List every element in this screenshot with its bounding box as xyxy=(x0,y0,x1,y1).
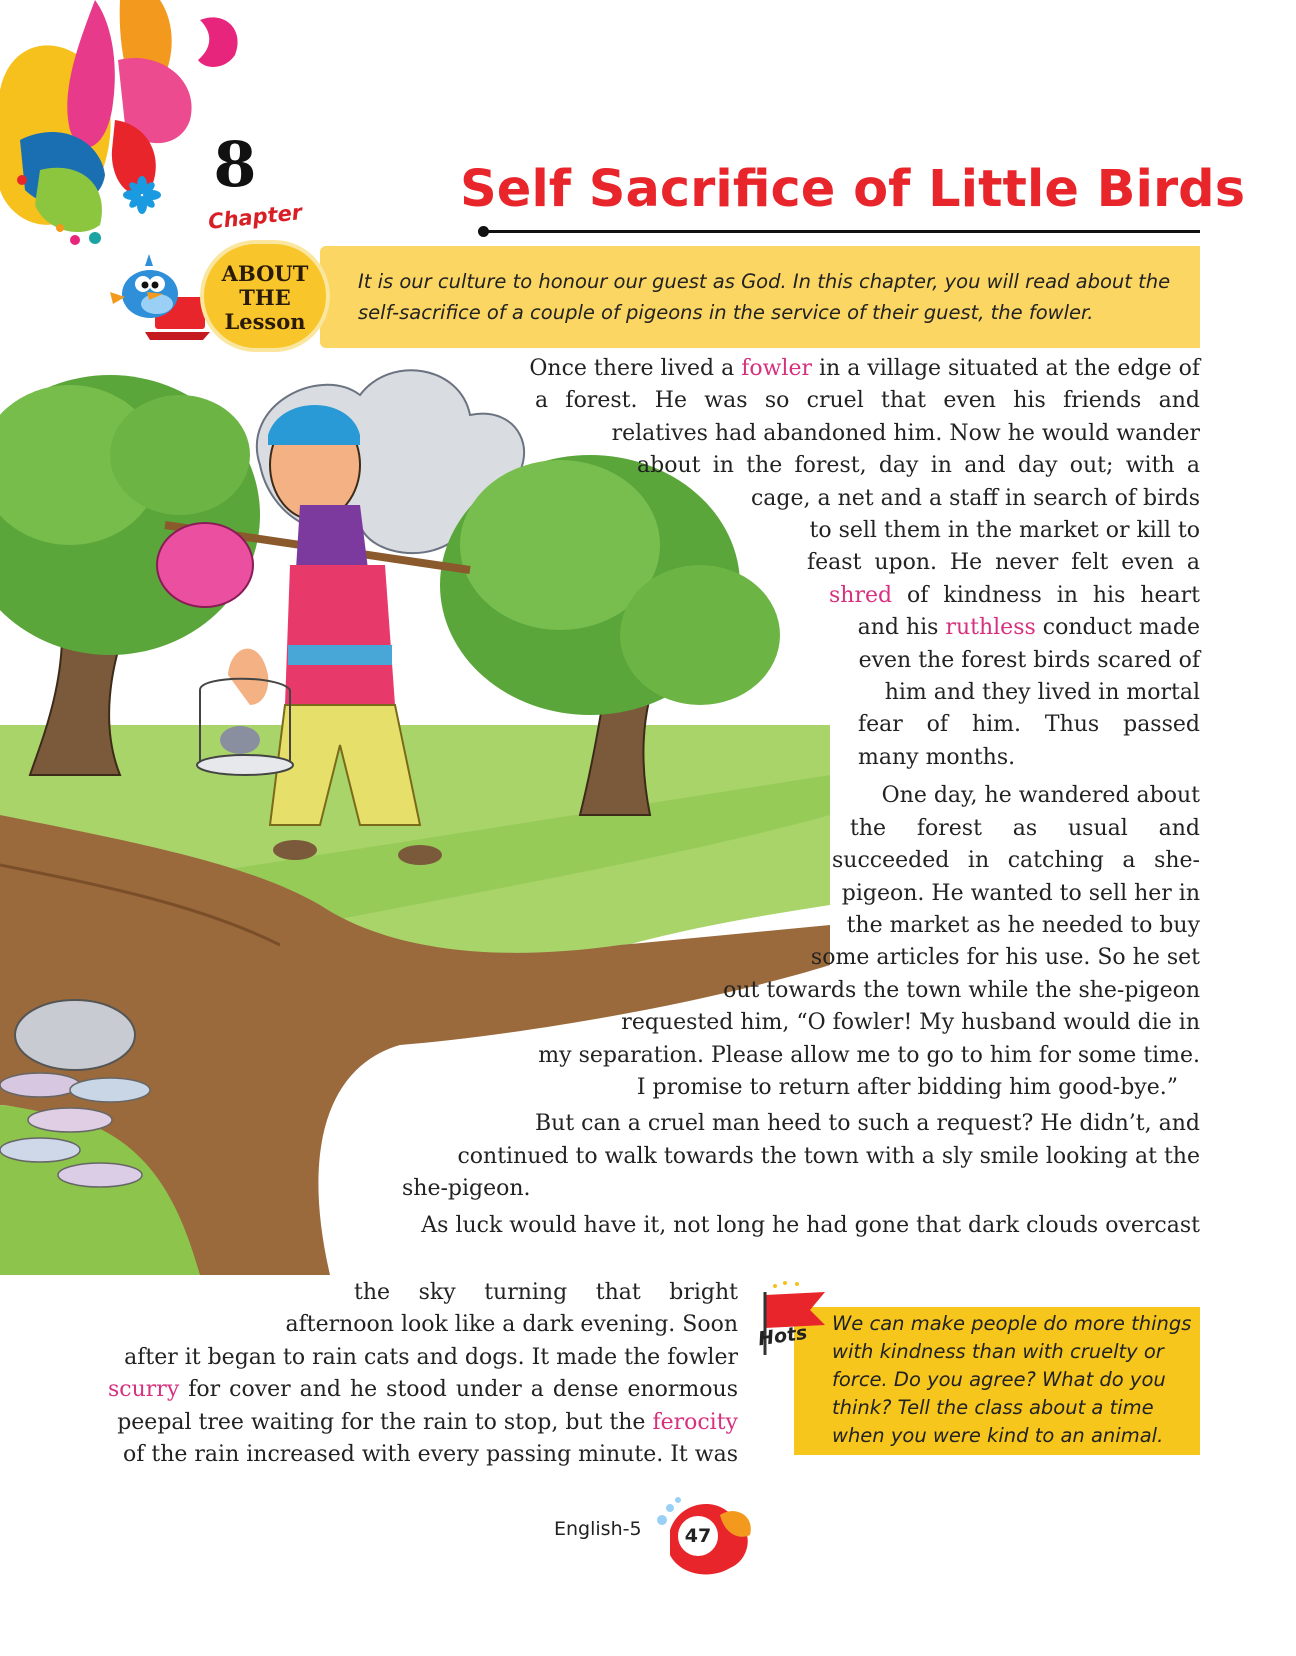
story-line: the forest as usual and xyxy=(850,815,1200,841)
about-lesson-text xyxy=(358,266,1188,328)
hots-line: We can make people do more things xyxy=(832,1312,1192,1335)
story-line: But can a cruel man heed to such a request? He didn’t, and xyxy=(535,1111,1200,1137)
title-rule xyxy=(486,230,1200,233)
story-line: peepal tree waiting for the rain to stop, but the ferocity xyxy=(117,1409,738,1435)
page-title: Self Sacrifice of Little Birds xyxy=(460,160,1246,219)
story-column-bottom xyxy=(108,1277,738,1471)
bird-laptop-icon xyxy=(105,252,215,342)
footer-book-name: English-5 xyxy=(554,1518,642,1540)
story-line: cage, a net and a staff in search of birds xyxy=(750,485,1200,511)
story-line: fear of him. Thus passed xyxy=(858,712,1200,738)
hots-label: Hots xyxy=(756,1321,809,1351)
story-line: As luck would have it, not long he had gone that dark clouds overcast xyxy=(421,1212,1200,1238)
hots-text xyxy=(832,1310,1196,1450)
story-line: to sell them in the market or kill to xyxy=(809,518,1200,544)
story-line: pigeon. He wanted to sell her in xyxy=(841,880,1200,906)
chapter-number: 8 xyxy=(213,128,257,201)
story-line: the sky turning that bright xyxy=(354,1280,738,1305)
story-line: scurry for cover and he stood under a dense enormous xyxy=(108,1377,738,1403)
story-line: requested him, “O fowler! My husband would die in xyxy=(621,1010,1200,1036)
about-text-line: It is our culture to honour our guest as God. In this chapter, you will read about the xyxy=(358,270,1171,293)
story-line: after it began to rain cats and dogs. It made the fowler xyxy=(124,1344,738,1370)
hots-line: force. Do you agree? What do you xyxy=(832,1368,1166,1391)
about-lesson-badge xyxy=(200,240,330,352)
story-line: afternoon look like a dark evening. Soon xyxy=(285,1312,738,1338)
hots-line: with kindness than with cruelty or xyxy=(832,1340,1164,1363)
story-line: One day, he wandered about xyxy=(881,783,1200,809)
page-number: 47 xyxy=(675,1513,721,1559)
story-line: even the forest birds scared of xyxy=(858,647,1200,673)
story-line: Once there lived a fowler in a village situated at the edge of xyxy=(529,356,1200,381)
story-line: feast upon. He never felt even a xyxy=(807,550,1200,576)
hots-line: think? Tell the class about a time xyxy=(832,1396,1154,1419)
story-line: succeeded in catching a she- xyxy=(832,848,1200,874)
story-line: relatives had abandoned him. Now he would wander xyxy=(611,420,1200,446)
story-line: some articles for his use. So he set xyxy=(810,945,1200,971)
vocab-word: ruthless xyxy=(945,615,1036,641)
about-badge-line1: ABOUT xyxy=(221,261,309,286)
story-line: she-pigeon. xyxy=(402,1176,531,1202)
story-line: shred of kindness in his heart xyxy=(829,582,1200,608)
story-line: and his ruthless conduct made xyxy=(857,615,1200,641)
story-line: about in the forest, day in and day out; with a xyxy=(637,453,1200,479)
vocab-word: ferocity xyxy=(652,1409,738,1435)
about-badge-line2: THE xyxy=(239,285,291,310)
vocab-word: fowler xyxy=(741,356,812,381)
story-line: him and they lived in mortal xyxy=(884,680,1200,706)
hots-line: when you were kind to an animal. xyxy=(832,1424,1164,1447)
chapter-label: Chapter xyxy=(207,200,304,234)
vocab-word: scurry xyxy=(108,1377,180,1403)
about-badge-line3: Lesson xyxy=(224,309,306,334)
story-line: my separation. Please allow me to go to him for some time. xyxy=(538,1042,1200,1068)
story-line: a forest. He was so cruel that even his friends and xyxy=(535,388,1200,414)
story-line: the market as he needed to buy xyxy=(846,912,1200,938)
story-line: continued to walk towards the town with a sly smile looking at the xyxy=(457,1143,1200,1169)
story-line: of the rain increased with every passing minute. It was xyxy=(123,1442,738,1468)
about-text-line: self-sacrifice of a couple of pigeons in the service of their guest, the fowler. xyxy=(358,301,1094,324)
vocab-word: shred xyxy=(829,582,893,608)
story-line: I promise to return after bidding him good-bye.” xyxy=(636,1074,1178,1100)
story-line: many months. xyxy=(858,744,1016,770)
story-line: out towards the town while the she-pigeon xyxy=(723,977,1200,1003)
story-column-top xyxy=(400,353,1200,1242)
